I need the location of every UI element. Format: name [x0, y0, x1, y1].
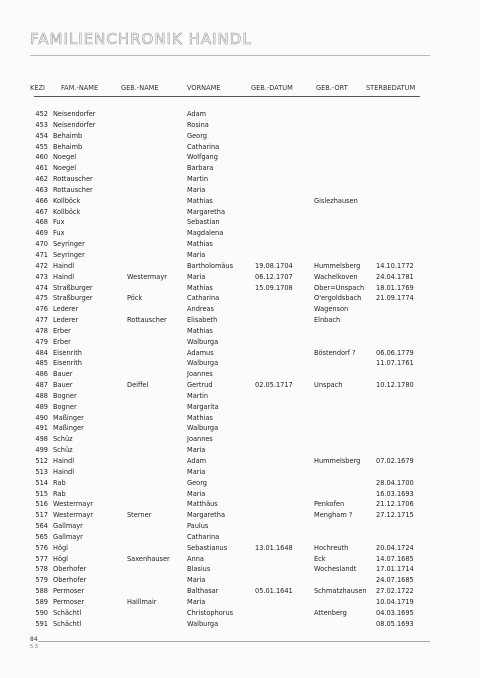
cell-fam-name: Haindl	[53, 457, 75, 465]
cell-kezi: 491	[35, 424, 48, 433]
cell-vorname: Adam	[187, 110, 207, 118]
cell-fam-name: Högl	[53, 543, 69, 552]
cell-kezi: 498	[35, 435, 48, 444]
cell-sterbedatum: 08.05.1693	[376, 619, 414, 628]
cell-fam-name: Schächtl	[53, 608, 82, 617]
cell-sterbedatum: 04.03.1695	[376, 608, 414, 617]
cell-fam-name: Kollböck	[53, 207, 81, 216]
cell-kezi: 516	[35, 500, 48, 509]
cell-vorname: Walburga	[187, 424, 219, 433]
cell-vorname: Catharina	[187, 532, 220, 541]
cell-fam-name: Oberhofer	[53, 576, 87, 585]
cell-vorname: Catharina	[187, 294, 220, 303]
cell-sterbedatum: 10.12.1780	[376, 381, 414, 390]
footer-divider	[38, 641, 430, 642]
cell-fam-name: Maßinger	[53, 424, 84, 433]
cell-kezi: 476	[35, 305, 48, 314]
cell-vorname: Magdalena	[187, 229, 224, 238]
cell-vorname: Maria	[187, 272, 206, 281]
cell-fam-name: Maßinger	[53, 413, 84, 422]
cell-geb-datum: 06.12.1707	[255, 272, 293, 281]
cell-fam-name: Permoser	[53, 587, 85, 596]
cell-geb-ort: Wagenson	[314, 305, 349, 314]
cell-kezi: 564	[35, 522, 48, 531]
cell-kezi: 468	[35, 218, 48, 227]
cell-kezi: 485	[35, 359, 48, 368]
cell-vorname: Georg	[187, 131, 207, 140]
cell-sterbedatum: 14.10.1772	[376, 261, 414, 270]
cell-kezi: 488	[35, 391, 48, 400]
cell-kezi: 514	[35, 478, 48, 487]
cell-geb-ort: Gislezhausen	[314, 196, 358, 205]
cell-fam-name: Rottauscher	[53, 175, 93, 184]
column-header-geb-name: GEB.-NAME	[121, 84, 159, 92]
cell-vorname: Matthäus	[187, 500, 218, 509]
cell-sterbedatum: 24.04.1781	[376, 272, 414, 281]
cell-geb-name: Haillmair	[127, 597, 157, 606]
cell-kezi: 477	[35, 316, 48, 325]
column-header-fam-name: FAM.-NAME	[61, 84, 99, 92]
cell-fam-name: Erber	[53, 337, 71, 346]
cell-geb-datum: 15.09.1708	[255, 283, 293, 292]
cell-fam-name: Bauer	[53, 370, 73, 379]
cell-fam-name: Noegel	[53, 153, 77, 162]
cell-kezi: 474	[35, 283, 48, 292]
cell-vorname: Elisabeth	[187, 316, 218, 325]
cell-vorname: Mathias	[187, 326, 213, 335]
cell-kezi: 490	[35, 413, 48, 422]
cell-geb-name: Rottauscher	[127, 316, 167, 325]
column-header-vorname: VORNAME	[187, 84, 221, 92]
cell-sterbedatum: 18.01.1769	[376, 283, 414, 292]
column-header-geb-ort: GEB.-ORT	[316, 84, 348, 92]
cell-kezi: 460	[35, 153, 48, 162]
cell-kezi: 487	[35, 381, 48, 390]
cell-kezi: 577	[35, 554, 48, 563]
cell-vorname: Margaretha	[187, 207, 225, 216]
cell-vorname: Walburga	[187, 337, 219, 346]
cell-sterbedatum: 28.04.1700	[376, 478, 414, 487]
cell-geb-datum: 02.05.1717	[255, 381, 293, 390]
cell-geb-ort: Hummelsberg	[314, 261, 361, 270]
cell-vorname: Rosina	[187, 120, 209, 129]
cell-kezi: 499	[35, 446, 48, 455]
cell-vorname: Barbara	[187, 164, 214, 173]
cell-sterbedatum: 24.07.1685	[376, 576, 414, 585]
cell-fam-name: Rottauscher	[53, 185, 93, 194]
cell-vorname: Margarita	[187, 402, 219, 411]
cell-vorname: Sebastian	[187, 218, 220, 227]
cell-fam-name: Bogner	[53, 391, 77, 400]
cell-sterbedatum: 21.12.1706	[376, 500, 414, 509]
cell-geb-ort: Penkofen	[314, 500, 345, 509]
cell-vorname: Mathias	[187, 240, 213, 249]
cell-vorname: Wolfgang	[187, 153, 218, 162]
cell-kezi: 462	[35, 175, 48, 184]
header-divider	[30, 55, 430, 56]
header-underline	[34, 96, 420, 97]
cell-kezi: 486	[35, 370, 48, 379]
cell-kezi: 479	[35, 337, 48, 346]
cell-fam-name: Bauer	[53, 381, 73, 390]
cell-kezi: 517	[35, 511, 48, 520]
cell-vorname: Maria	[187, 185, 206, 194]
cell-vorname: Anna	[187, 554, 204, 563]
cell-sterbedatum: 07.02.1679	[376, 457, 414, 465]
cell-geb-ort: Schmatzhausen	[314, 587, 367, 596]
cell-vorname: Sebastianus	[187, 543, 228, 552]
cell-vorname: Bartholomäus	[187, 261, 234, 270]
cell-kezi: 579	[35, 576, 48, 585]
cell-kezi: 472	[35, 261, 48, 270]
cell-fam-name: Fux	[53, 229, 65, 238]
cell-vorname: Joannes	[187, 370, 213, 379]
cell-fam-name: Permoser	[53, 597, 85, 606]
cell-kezi: 576	[35, 543, 48, 552]
cell-fam-name: Haindl	[53, 272, 75, 281]
cell-fam-name: Gallmayr	[53, 522, 83, 531]
cell-vorname: Maria	[187, 250, 206, 259]
cell-kezi: 512	[35, 457, 48, 465]
cell-kezi: 578	[35, 565, 48, 574]
cell-vorname: Christophorus	[187, 608, 234, 617]
cell-kezi: 467	[35, 207, 48, 216]
cell-geb-ort: Böstendorf ?	[314, 348, 356, 357]
cell-geb-name: Westermayr	[127, 272, 167, 281]
cell-sterbedatum: 27.12.1715	[376, 511, 414, 520]
cell-sterbedatum: 11.07.1761	[376, 359, 414, 368]
cell-vorname: Martin	[187, 175, 209, 184]
cell-kezi: 469	[35, 229, 48, 238]
cell-kezi: 453	[35, 120, 48, 129]
cell-geb-datum: 05.01.1641	[255, 587, 293, 596]
cell-vorname: Martin	[187, 391, 209, 400]
cell-vorname: Mathias	[187, 413, 213, 422]
cell-fam-name: Straßburger	[53, 294, 93, 303]
cell-fam-name: Behaimb	[53, 142, 83, 151]
cell-fam-name: Neisendorfer	[53, 110, 96, 118]
cell-kezi: 471	[35, 250, 48, 259]
cell-vorname: Maria	[187, 489, 206, 498]
cell-fam-name: Westermayr	[53, 511, 93, 520]
page-title: FAMILIENCHRONIK HAINDL	[30, 30, 252, 48]
cell-vorname: Blasius	[187, 565, 211, 574]
cell-fam-name: Gallmayr	[53, 532, 83, 541]
cell-kezi: 452	[35, 110, 48, 118]
cell-geb-ort: Attenberg	[314, 608, 347, 617]
cell-vorname: Maria	[187, 597, 206, 606]
cell-kezi: 455	[35, 142, 48, 151]
cell-sterbedatum: 10.04.1719	[376, 597, 414, 606]
cell-kezi: 454	[35, 131, 48, 140]
cell-fam-name: Högl	[53, 554, 69, 563]
cell-vorname: Maria	[187, 446, 206, 455]
cell-geb-datum: 19.08.1704	[255, 261, 293, 270]
column-header-geb-datum: GEB.-DATUM	[251, 84, 293, 92]
cell-sterbedatum: 06.06.1779	[376, 348, 414, 357]
cell-vorname: Georg	[187, 478, 207, 487]
cell-fam-name: Seyringer	[53, 240, 85, 249]
cell-vorname: Maria	[187, 576, 206, 585]
cell-sterbedatum: 14.07.1685	[376, 554, 414, 563]
cell-geb-ort: Ober=Unspach	[314, 283, 365, 292]
cell-geb-ort: Eck	[314, 554, 326, 563]
cell-kezi: 590	[35, 608, 48, 617]
cell-kezi: 588	[35, 587, 48, 596]
cell-vorname: Gertrud	[187, 381, 213, 390]
footer-mark: 5.3	[30, 644, 38, 650]
cell-kezi: 478	[35, 326, 48, 335]
cell-vorname: Mathias	[187, 196, 213, 205]
cell-fam-name: Westermayr	[53, 500, 93, 509]
cell-kezi: 591	[35, 619, 48, 628]
cell-fam-name: Lederer	[53, 305, 79, 314]
cell-kezi: 565	[35, 532, 48, 541]
cell-geb-ort: Mengham ?	[314, 511, 353, 520]
cell-fam-name: Neisendorfer	[53, 120, 96, 129]
cell-geb-name: Sterner	[127, 511, 152, 520]
cell-geb-ort: Hochreuth	[314, 543, 349, 552]
cell-geb-ort: Unspach	[314, 381, 343, 390]
cell-geb-ort: O'ergoldsbach	[314, 294, 362, 303]
cell-fam-name: Rab	[53, 478, 66, 487]
cell-fam-name: Schüz	[53, 446, 73, 455]
cell-fam-name: Haindl	[53, 261, 75, 270]
cell-fam-name: Lederer	[53, 316, 79, 325]
cell-fam-name: Fux	[53, 218, 65, 227]
cell-geb-name: Saxenhauser	[127, 554, 170, 563]
cell-kezi: 513	[35, 467, 48, 476]
cell-fam-name: Straßburger	[53, 283, 93, 292]
cell-kezi: 475	[35, 294, 48, 303]
cell-vorname: Maria	[187, 467, 206, 476]
cell-fam-name: Behaimb	[53, 131, 83, 140]
cell-vorname: Andreas	[187, 305, 214, 314]
cell-fam-name: Erber	[53, 326, 71, 335]
cell-sterbedatum: 21.09.1774	[376, 294, 414, 303]
cell-fam-name: Rab	[53, 489, 66, 498]
cell-sterbedatum: 17.01.1714	[376, 565, 414, 574]
cell-fam-name: Eisenrith	[53, 359, 82, 368]
cell-geb-name: Pöck	[127, 294, 143, 303]
cell-geb-ort: Wachelkoven	[314, 272, 358, 281]
cell-vorname: Paulus	[187, 522, 209, 531]
cell-vorname: Walburga	[187, 619, 219, 628]
cell-fam-name: Bogner	[53, 402, 77, 411]
cell-vorname: Mathias	[187, 283, 213, 292]
cell-fam-name: Eisenrith	[53, 348, 82, 357]
cell-geb-ort: Hummelsberg	[314, 457, 361, 465]
cell-fam-name: Haindl	[53, 467, 75, 476]
cell-fam-name: Kollböck	[53, 196, 81, 205]
cell-sterbedatum: 20.04.1724	[376, 543, 414, 552]
cell-kezi: 489	[35, 402, 48, 411]
cell-kezi: 589	[35, 597, 48, 606]
column-header-sterbedatum: STERBEDATUM	[366, 84, 416, 92]
cell-vorname: Balthasar	[187, 587, 219, 596]
cell-vorname: Walburga	[187, 359, 219, 368]
cell-fam-name: Schächtl	[53, 619, 82, 628]
cell-vorname: Adam	[187, 457, 207, 465]
cell-sterbedatum: 27.02.1722	[376, 587, 414, 596]
cell-fam-name: Seyringer	[53, 250, 85, 259]
cell-kezi: 466	[35, 196, 48, 205]
cell-vorname: Joannes	[187, 435, 213, 444]
page-number: 84	[30, 636, 38, 643]
cell-vorname: Adamus	[187, 348, 214, 357]
cell-geb-ort: Wocheslandt	[314, 565, 357, 574]
cell-kezi: 484	[35, 348, 48, 357]
cell-vorname: Catharina	[187, 142, 220, 151]
cell-geb-name: Deiffel	[127, 381, 149, 390]
cell-geb-ort: Elnbach	[314, 316, 341, 325]
cell-kezi: 461	[35, 164, 48, 173]
cell-kezi: 463	[35, 185, 48, 194]
cell-fam-name: Schüz	[53, 435, 73, 444]
cell-kezi: 515	[35, 489, 48, 498]
cell-kezi: 473	[35, 272, 48, 281]
cell-fam-name: Oberhofer	[53, 565, 87, 574]
cell-geb-datum: 13.01.1648	[255, 543, 293, 552]
column-header-kezi: KEZI	[30, 84, 45, 92]
cell-fam-name: Noegel	[53, 164, 77, 173]
cell-sterbedatum: 16.03.1693	[376, 489, 414, 498]
cell-vorname: Margaretha	[187, 511, 225, 520]
cell-kezi: 470	[35, 240, 48, 249]
